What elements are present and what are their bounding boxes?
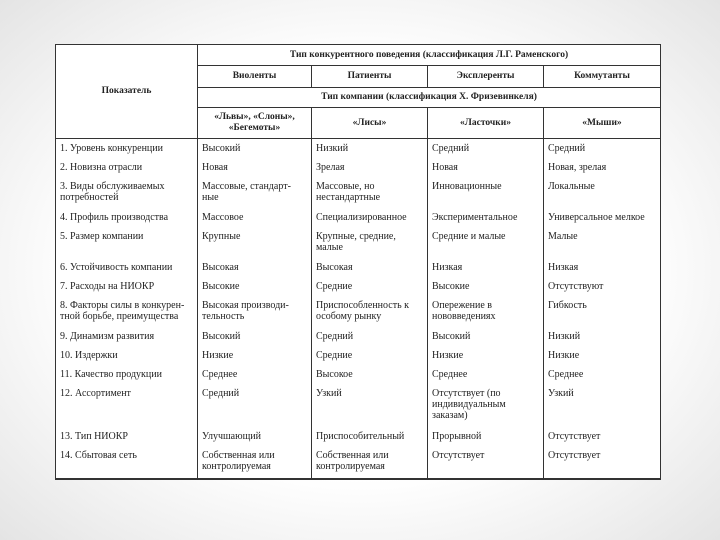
table-row: [56, 384, 661, 427]
value-cell: Средние и малые: [428, 227, 544, 258]
value-cell: Специализированное: [312, 208, 428, 227]
indicator-cell: 5. Размер компании: [56, 227, 198, 258]
value-cell: Среднее: [544, 365, 661, 384]
competitive-behavior-table: [55, 44, 661, 480]
value-cell: Экспериментальное: [428, 208, 544, 227]
table-row: [56, 296, 661, 327]
value-cell: Средние: [312, 277, 428, 296]
indicator-cell: 4. Профиль производства: [56, 208, 198, 227]
value-cell: Высокие: [198, 277, 312, 296]
frisevinkel-title: Тип компании (классификация Х. Фризевинкеля): [198, 88, 661, 108]
table-row: [56, 258, 661, 277]
value-cell: Инновационные: [428, 177, 544, 208]
value-cell: Массовые, стандарт-ные: [198, 177, 312, 208]
value-cell: Приспособительный: [312, 427, 428, 446]
value-cell: Собственная или контролируемая: [198, 446, 312, 479]
table-row: [56, 327, 661, 346]
indicator-cell: 14. Сбытовая сеть: [56, 446, 198, 479]
indicator-cell: 7. Расходы на НИОКР: [56, 277, 198, 296]
value-cell: Собственная или контролируемая: [312, 446, 428, 479]
indicator-cell: 11. Качество продукции: [56, 365, 198, 384]
value-cell: Высокое: [312, 365, 428, 384]
value-cell: Крупные: [198, 227, 312, 258]
ramensky-type: Патиенты: [312, 66, 428, 88]
ramensky-type: Эксплеренты: [428, 66, 544, 88]
table-row: [56, 227, 661, 258]
value-cell: Гибкость: [544, 296, 661, 327]
table-row: [56, 427, 661, 446]
table-row: [56, 208, 661, 227]
value-cell: Средний: [428, 139, 544, 158]
value-cell: Новая: [198, 158, 312, 177]
value-cell: Узкий: [312, 384, 428, 427]
value-cell: Высокая: [198, 258, 312, 277]
table-row: [56, 158, 661, 177]
value-cell: Высокая производи-тельность: [198, 296, 312, 327]
indicator-header: Показатель: [56, 45, 198, 139]
value-cell: Универсальное мелкое: [544, 208, 661, 227]
value-cell: Низкий: [544, 327, 661, 346]
value-cell: Высокий: [428, 327, 544, 346]
value-cell: Массовое: [198, 208, 312, 227]
frisevinkel-type: «Лисы»: [312, 108, 428, 139]
table-row: [56, 139, 661, 158]
frisevinkel-type: «Мыши»: [544, 108, 661, 139]
value-cell: Средний: [544, 139, 661, 158]
table-row: [56, 446, 661, 479]
indicator-cell: 1. Уровень конкуренции: [56, 139, 198, 158]
indicator-cell: 10. Издержки: [56, 346, 198, 365]
ramensky-title: Тип конкурентного поведения (классификация Л.Г. Раменского): [198, 45, 661, 66]
value-cell: Зрелая: [312, 158, 428, 177]
ramensky-type: Виоленты: [198, 66, 312, 88]
value-cell: Приспособленность к особому рынку: [312, 296, 428, 327]
table-row: [56, 346, 661, 365]
value-cell: Отсутствует (по индивидуальным заказам): [428, 384, 544, 427]
value-cell: Среднее: [198, 365, 312, 384]
value-cell: Отсутствует: [544, 427, 661, 446]
value-cell: Низкий: [312, 139, 428, 158]
value-cell: Средний: [198, 384, 312, 427]
table-row: [56, 277, 661, 296]
indicator-cell: 12. Ассортимент: [56, 384, 198, 427]
value-cell: Высокий: [198, 139, 312, 158]
value-cell: Высокий: [198, 327, 312, 346]
value-cell: Локальные: [544, 177, 661, 208]
value-cell: Новая, зрелая: [544, 158, 661, 177]
indicator-cell: 2. Новизна отрасли: [56, 158, 198, 177]
value-cell: Среднее: [428, 365, 544, 384]
indicator-cell: 9. Динамизм развития: [56, 327, 198, 346]
value-cell: Низкая: [428, 258, 544, 277]
indicator-cell: 6. Устойчивость компании: [56, 258, 198, 277]
value-cell: Средние: [312, 346, 428, 365]
value-cell: Высокая: [312, 258, 428, 277]
value-cell: Крупные, средние, малые: [312, 227, 428, 258]
indicator-cell: 3. Виды обслуживаемых потребностей: [56, 177, 198, 208]
value-cell: Низкие: [428, 346, 544, 365]
value-cell: Опережение в нововведениях: [428, 296, 544, 327]
value-cell: Новая: [428, 158, 544, 177]
value-cell: Отсутствует: [428, 446, 544, 479]
indicator-cell: 8. Факторы силы в конкурен-тной борьбе, преимущества: [56, 296, 198, 327]
value-cell: Улучшающий: [198, 427, 312, 446]
frisevinkel-type: «Львы», «Слоны», «Бегемоты»: [198, 108, 312, 139]
table-row: [56, 365, 661, 384]
value-cell: Средний: [312, 327, 428, 346]
value-cell: Отсутствуют: [544, 277, 661, 296]
value-cell: Массовые, но нестандартные: [312, 177, 428, 208]
value-cell: Узкий: [544, 384, 661, 427]
value-cell: Низкие: [198, 346, 312, 365]
value-cell: Отсутствует: [544, 446, 661, 479]
frisevinkel-type: «Ласточки»: [428, 108, 544, 139]
value-cell: Малые: [544, 227, 661, 258]
table-row: [56, 177, 661, 208]
value-cell: Высокие: [428, 277, 544, 296]
indicator-cell: 13. Тип НИОКР: [56, 427, 198, 446]
value-cell: Низкая: [544, 258, 661, 277]
value-cell: Прорывной: [428, 427, 544, 446]
ramensky-type: Коммутанты: [544, 66, 661, 88]
value-cell: Низкие: [544, 346, 661, 365]
